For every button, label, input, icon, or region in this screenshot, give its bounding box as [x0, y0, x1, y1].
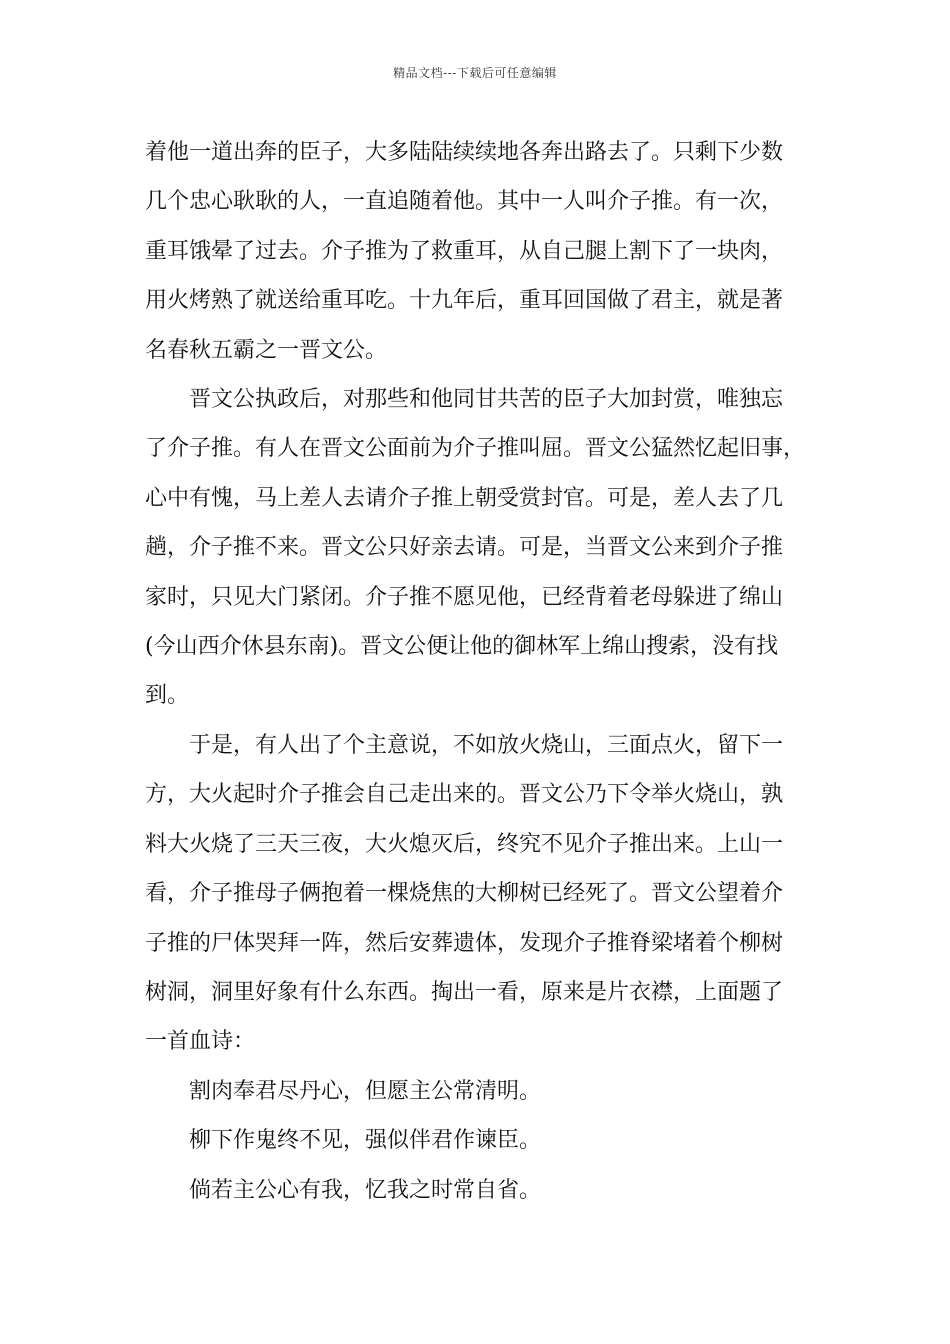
- text-line: 用火烤熟了就送给重耳吃。十九年后，重耳回国做了君主，就是著: [145, 288, 784, 314]
- text-line: 重耳饿晕了过去。介子推为了救重耳，从自己腿上割下了一块肉，: [145, 238, 784, 264]
- text-line: 方，大火起时介子推会自己走出来的。晋文公乃下令举火烧山，孰: [145, 782, 784, 808]
- text-line: 着他一道出奔的臣子，大多陆陆续续地各奔出路去了。只剩下少数: [145, 140, 784, 165]
- text-line: 树洞，洞里好象有什么东西。掏出一看，原来是片衣襟，上面题了: [145, 979, 784, 1005]
- paragraph-1: [145, 128, 810, 375]
- text-line: 一首血诗：: [145, 1029, 256, 1055]
- text-line: 趟，介子推不来。晋文公只好亲去请。可是，当晋文公来到介子推: [145, 535, 784, 561]
- poem-line: 割肉奉君尽丹心，但愿主公常清明。: [189, 1078, 542, 1104]
- text-line: (今山西介休县东南)。晋文公便让他的御林军上绵山搜索，没有找: [145, 634, 779, 660]
- poem-line: 倘若主公心有我，忆我之时常自省。: [189, 1177, 542, 1203]
- document-body: [145, 128, 810, 1215]
- text-line: 到。: [145, 683, 190, 709]
- text-line: 子推的尸体哭拜一阵，然后安葬遗体，发现介子推脊梁堵着个柳树: [145, 930, 784, 956]
- text-line: 晋文公执政后，对那些和他同甘共苦的臣子大加封赏，唯独忘: [189, 387, 784, 413]
- text-line: 家时，只见大门紧闭。介子推不愿见他，已经背着老母躲进了绵山: [145, 584, 784, 610]
- text-line: 料大火烧了三天三夜，大火熄灭后，终究不见介子推出来。上山一: [145, 831, 784, 857]
- paragraph-2: [145, 375, 810, 721]
- text-line: 几个忠心耿耿的人，一直追随着他。其中一人叫介子推。有一次，: [145, 189, 784, 215]
- text-line: 看，介子推母子俩抱着一棵烧焦的大柳树已经死了。晋文公望着介: [145, 881, 784, 907]
- text-line: 名春秋五霸之一晋文公。: [145, 337, 388, 363]
- poem-line: 柳下作鬼终不见，强似伴君作谏臣。: [189, 1128, 542, 1154]
- text-line: 心中有愧，马上差人去请介子推上朝受赏封官。可是，差人去了几: [145, 485, 784, 511]
- text-line: 了介子推。有人在晋文公面前为介子推叫屈。晋文公猛然忆起旧事，: [145, 436, 806, 462]
- poem: [145, 1067, 810, 1215]
- text-line: 于是，有人出了个主意说，不如放火烧山，三面点火，留下一: [189, 732, 784, 758]
- paragraph-3: [145, 721, 810, 1067]
- page-header: 精品文档---下载后可任意编辑: [393, 66, 557, 80]
